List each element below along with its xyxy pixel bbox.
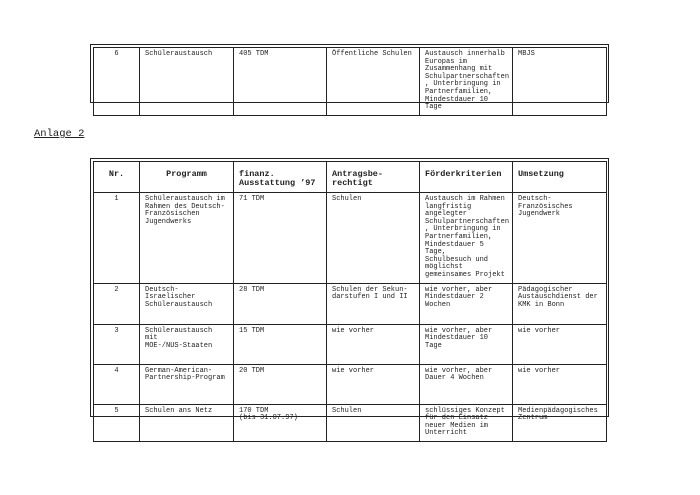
cell-ausstattung: 71 TDM <box>234 193 327 284</box>
cell-nr: 2 <box>94 283 140 324</box>
cell-foerderkriterien: wie vorher, aber Mindestdauer 2 Wochen <box>420 283 513 324</box>
header-nr: Nr. <box>94 162 140 193</box>
table-row <box>94 283 607 324</box>
cell-foerderkriterien: schlüssiges Konzept für den Einsatz neuer Medien im Unterricht <box>420 404 513 441</box>
top-table <box>93 47 607 116</box>
table-row <box>94 48 607 116</box>
cell-foerderkriterien: Austausch innerhalb Europas im Zusammenhang mit Schulpartnerschaften , Unterbringung in Partnerfamilien, Mindestdauer 10 Tage <box>420 48 513 116</box>
cell-ausstattung: 20 TDM <box>234 364 327 404</box>
header-umsetzung: Umsetzung <box>513 162 607 193</box>
header-programm: Programm <box>140 162 234 193</box>
cell-programm: German-American- Partnership-Program <box>140 364 234 404</box>
cell-antragsberechtigt: wie vorher <box>327 364 420 404</box>
header-row <box>94 162 607 193</box>
cell-ausstattung: 15 TDM <box>234 324 327 364</box>
cell-programm: Schüleraustausch mit MOE-/NUS-Staaten <box>140 324 234 364</box>
cell-umsetzung: Pädagogischer Austauschdienst der KMK in Bonn <box>513 283 607 324</box>
table-row <box>94 324 607 364</box>
cell-umsetzung: wie vorher <box>513 324 607 364</box>
table-row <box>94 364 607 404</box>
header-foerderkriterien: Förderkriterien <box>420 162 513 193</box>
cell-umsetzung: Deutsch- Französisches Jugendwerk <box>513 193 607 284</box>
cell-nr: 6 <box>94 48 140 116</box>
section-heading: Anlage 2 <box>34 128 85 140</box>
cell-nr: 3 <box>94 324 140 364</box>
header-ausstattung: finanz. Ausstattung ’97 <box>234 162 327 193</box>
cell-antragsberechtigt: Schulen <box>327 404 420 441</box>
cell-nr: 1 <box>94 193 140 284</box>
cell-programm: Schulen ans Netz <box>140 404 234 441</box>
cell-antragsberechtigt: Schulen <box>327 193 420 284</box>
cell-antragsberechtigt: Öffentliche Schulen <box>327 48 420 116</box>
cell-foerderkriterien: wie vorher, aber Mindestdauer 10 Tage <box>420 324 513 364</box>
header-antragsberechtigt: Antragsbe- rechtigt <box>327 162 420 193</box>
cell-programm: Schüleraustausch im Rahmen des Deutsch- Französischen Jugendwerks <box>140 193 234 284</box>
cell-programm: Deutsch-Israelischer Schüleraustausch <box>140 283 234 324</box>
cell-umsetzung: Medienpädagogisches Zentrum <box>513 404 607 441</box>
cell-foerderkriterien: wie vorher, aber Dauer 4 Wochen <box>420 364 513 404</box>
cell-antragsberechtigt: wie vorher <box>327 324 420 364</box>
cell-nr: 4 <box>94 364 140 404</box>
table-row <box>94 404 607 441</box>
main-table <box>93 161 607 442</box>
cell-umsetzung: MBJS <box>513 48 607 116</box>
cell-ausstattung: 170 TDM (bis 31.07.97) <box>234 404 327 441</box>
cell-nr: 5 <box>94 404 140 441</box>
cell-programm: Schüleraustausch <box>140 48 234 116</box>
cell-umsetzung: wie vorher <box>513 364 607 404</box>
cell-antragsberechtigt: Schulen der Sekun- darstufen I und II <box>327 283 420 324</box>
cell-ausstattung: 405 TDM <box>234 48 327 116</box>
cell-ausstattung: 28 TDM <box>234 283 327 324</box>
cell-foerderkriterien: Austausch im Rahmen langfristig angelegter Schulpartnerschaften , Unterbringung in Partnerfamilien, Mindestdauer 5 Tage, Schulbesuch und möglichst gemeinsames Projekt <box>420 193 513 284</box>
table-row <box>94 193 607 284</box>
